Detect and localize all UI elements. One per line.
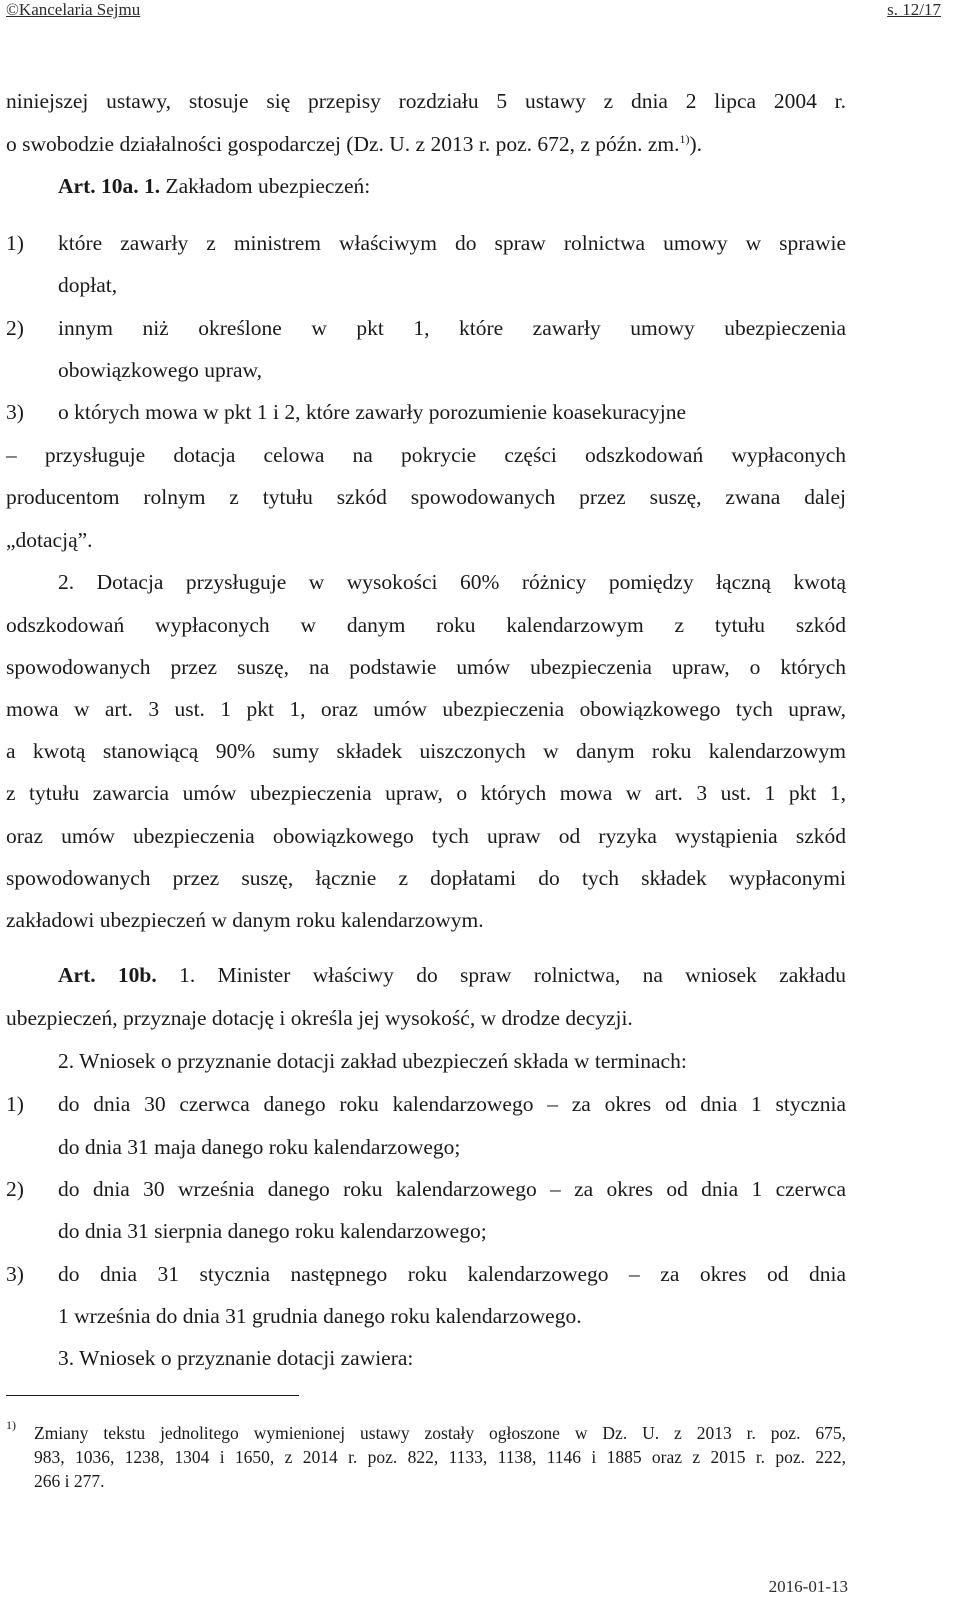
- intro-line-1: niniejszej ustawy, stosuje się przepisy rozdziału 5 ustawy z dnia 2 lipca 2004 r.: [6, 89, 846, 113]
- art-10a-item-3-number: 3): [6, 400, 24, 424]
- art-10a-item-1-line-1: które zawarły z ministrem właściwym do spraw rolnictwa umowy w sprawie: [58, 231, 846, 255]
- art-10a-p2-line-8: spowodowanych przez suszę, łącznie z dopłatami do tych składek wypłaconymi: [6, 866, 846, 890]
- art-10a-cont-line-1: – przysługuje dotacja celowa na pokrycie części odszkodowań wypłaconych: [6, 443, 846, 467]
- art-10b-p3: 3. Wniosek o przyznanie dotacji zawiera:: [58, 1346, 414, 1370]
- art-10b-item-1-line-1: do dnia 30 czerwca danego roku kalendarzowego – za okres od dnia 1 stycznia: [58, 1092, 846, 1116]
- art-10a-item-1-line-2: dopłat,: [58, 273, 118, 297]
- footnote-separator: [6, 1395, 299, 1396]
- art-10b-heading: Art. 10b. 1. Minister właściwy do spraw rolnictwa, na wniosek zakładu: [58, 963, 847, 987]
- art-10a-cont-line-3: „dotacją”.: [6, 528, 93, 552]
- art-10b-item-2-line-1: do dnia 30 września danego roku kalendarzowego – za okres od dnia 1 czerwca: [58, 1177, 846, 1201]
- art-10a-cont-line-2: producentom rolnym z tytułu szkód spowodowanych przez suszę, zwana dalej: [6, 485, 846, 509]
- art-10a-p2-line-2: odszkodowań wypłaconych w danym roku kalendarzowym z tytułu szkód: [6, 613, 846, 637]
- art-10a-p2-line-1: 2. Dotacja przysługuje w wysokości 60% różnicy pomiędzy łączną kwotą: [58, 570, 846, 594]
- art-10a-item-2-number: 2): [6, 316, 24, 340]
- footnote-line-3: 266 i 277.: [34, 1471, 105, 1491]
- art-10b-item-2-number: 2): [6, 1177, 24, 1201]
- art-10a-p2-line-9: zakładowi ubezpieczeń w danym roku kalendarzowym.: [6, 908, 484, 932]
- footnote-line-2: 983, 1036, 1238, 1304 i 1650, z 2014 r. poz. 822, 1133, 1138, 1146 i 1885 oraz z 2015 r. poz. 222,: [34, 1447, 846, 1467]
- art-10a-item-1-number: 1): [6, 231, 24, 255]
- art-10b-item-1-number: 1): [6, 1092, 24, 1116]
- art-10a-item-3-line-1: o których mowa w pkt 1 i 2, które zawarły porozumienie koasekuracyjne: [58, 400, 687, 424]
- footnote-reference[interactable]: 1): [679, 132, 690, 146]
- art-10a-p2-line-6: z tytułu zawarcia umów ubezpieczenia upraw, o których mowa w art. 3 ust. 1 pkt 1,: [6, 781, 846, 805]
- art-10b-item-1-line-2: do dnia 31 maja danego roku kalendarzowego;: [58, 1135, 461, 1159]
- footnote-marker: 1): [6, 1418, 16, 1432]
- art-10a-p2-line-7: oraz umów ubezpieczenia obowiązkowego tych upraw od ryzyka wystąpienia szkód: [6, 824, 846, 848]
- art-10b-item-3-line-1: do dnia 31 stycznia następnego roku kalendarzowego – za okres od dnia: [58, 1262, 846, 1286]
- art-10a-p2-line-3: spowodowanych przez suszę, na podstawie umów ubezpieczenia upraw, o których: [6, 655, 846, 679]
- art-10b-p2: 2. Wniosek o przyznanie dotacji zakład ubezpieczeń składa w terminach:: [58, 1049, 687, 1073]
- art-10a-heading: Art. 10a. 1. Zakładom ubezpieczeń:: [58, 174, 371, 198]
- art-10b-item-3-number: 3): [6, 1262, 24, 1286]
- art-10b-item-2-line-2: do dnia 31 sierpnia danego roku kalendarzowego;: [58, 1219, 487, 1243]
- art-10b-line-2: ubezpieczeń, przyznaje dotację i określa jej wysokość, w drodze decyzji.: [6, 1006, 633, 1030]
- art-10b-item-3-line-2: 1 września do dnia 31 grudnia danego roku kalendarzowego.: [58, 1304, 582, 1328]
- header-publisher: ©Kancelaria Sejmu: [6, 0, 141, 19]
- art-10a-item-2-line-1: innym niż określone w pkt 1, które zawarły umowy ubezpieczenia: [58, 316, 846, 340]
- document-date: 2016-01-13: [768, 1577, 848, 1596]
- art-10a-p2-line-4: mowa w art. 3 ust. 1 pkt 1, oraz umów ubezpieczenia obowiązkowego tych upraw,: [6, 697, 846, 721]
- intro-line-2: o swobodzie działalności gospodarczej (Dz. U. z 2013 r. poz. 672, z późn. zm.$^{1)}$).: [6, 132, 703, 156]
- footnote-line-1: Zmiany tekstu jednolitego wymienionej ustawy zostały ogłoszone w Dz. U. z 2013 r. poz. 675,: [34, 1423, 846, 1443]
- header-page-number: s. 12/17: [887, 0, 941, 19]
- art-10a-p2-line-5: a kwotą stanowiącą 90% sumy składek uiszczonych w danym roku kalendarzowym: [6, 739, 846, 763]
- art-10a-item-2-line-2: obowiązkowego upraw,: [58, 358, 262, 382]
